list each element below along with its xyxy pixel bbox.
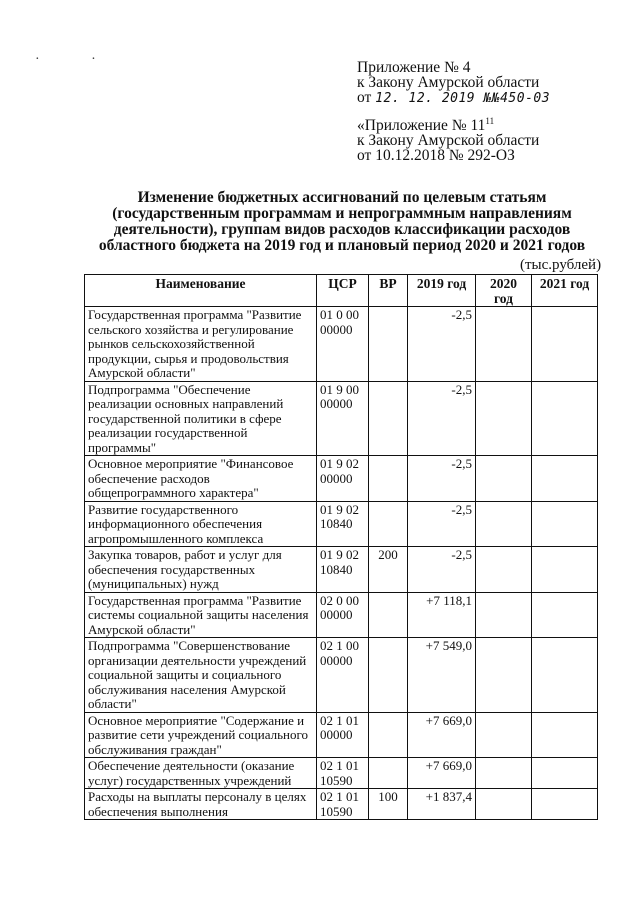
row-2019: +1 837,4 [408, 789, 476, 820]
row-2020 [476, 638, 532, 713]
col-name-header: Наименование [85, 275, 317, 307]
original-appendix-number: «Приложение № $11^{11}$ [357, 115, 495, 134]
appendix-number: Приложение № 4 [357, 59, 471, 76]
document-title: Изменение бюджетных ассигнований по целевым статьям (государственным программам и непрограммным направлениям деятельности), группам видов расходов классификации расходов областного бюджета на 2019 год и плановый период 2020 и 2021 годов [98, 189, 586, 254]
row-csr: 01 9 02 10840 [317, 547, 369, 593]
col-2019-header: 2019 год [408, 275, 476, 307]
row-vr [369, 592, 408, 638]
row-name: Основное мероприятие "Финансовое обеспечение расходов общепрограммного характера" [85, 456, 317, 502]
budget-table [84, 274, 598, 820]
row-name: Расходы на выплаты персоналу в целях обеспечения выполнения [85, 789, 317, 820]
row-csr: 02 1 01 10590 [317, 758, 369, 789]
row-2021 [532, 307, 598, 382]
row-2021 [532, 456, 598, 502]
table-row [85, 456, 598, 502]
row-2021 [532, 758, 598, 789]
row-2019: +7 669,0 [408, 712, 476, 758]
table-row [85, 758, 598, 789]
row-2021 [532, 381, 598, 456]
table-row [85, 712, 598, 758]
row-name: Основное мероприятие "Содержание и развитие сети учреждений социального обслуживания граждан" [85, 712, 317, 758]
table-row [85, 592, 598, 638]
row-2019: +7 669,0 [408, 758, 476, 789]
row-2019: +7 118,1 [408, 592, 476, 638]
row-csr: 01 0 00 00000 [317, 307, 369, 382]
row-2020 [476, 712, 532, 758]
original-appendix-date: от 10.12.2018 № 292-ОЗ [357, 147, 515, 164]
appendix-law: к Закону Амурской области [357, 74, 540, 91]
row-name: Обеспечение деятельности (оказание услуг) государственных учреждений [85, 758, 317, 789]
row-2021 [532, 789, 598, 820]
row-2021 [532, 547, 598, 593]
row-vr: 200 [369, 547, 408, 593]
row-2020 [476, 758, 532, 789]
row-vr [369, 638, 408, 713]
row-csr: 02 1 01 00000 [317, 712, 369, 758]
col-2021-header: 2021 год [532, 275, 598, 307]
row-vr: 100 [369, 789, 408, 820]
row-2021 [532, 592, 598, 638]
row-vr [369, 307, 408, 382]
row-2019: +7 549,0 [408, 638, 476, 713]
appendix-header [357, 60, 550, 106]
handwritten-date: 12. 12. 2019 №№450-03 [375, 91, 551, 106]
col-csr-header: ЦСР [317, 275, 369, 307]
row-name: Государственная программа "Развитие сельского хозяйства и регулирование рынков сельскохозяйственной продукции, сырья и продовольствия Амурской области" [85, 307, 317, 382]
table-row [85, 638, 598, 713]
original-appendix-header [357, 115, 540, 164]
row-name: Развитие государственного информационного обеспечения агропромышленного комплекса [85, 501, 317, 547]
col-2020-header: 2020 год [476, 275, 532, 307]
table-row [85, 381, 598, 456]
row-2019: -2,5 [408, 501, 476, 547]
original-appendix-law: к Закону Амурской области [357, 132, 540, 149]
row-2021 [532, 501, 598, 547]
row-csr: 01 9 02 10840 [317, 501, 369, 547]
table-row [85, 789, 598, 820]
row-2020 [476, 381, 532, 456]
row-csr: 01 9 00 00000 [317, 381, 369, 456]
scan-specks: · · [35, 52, 120, 67]
row-csr: 02 0 00 00000 [317, 592, 369, 638]
row-csr: 02 1 00 00000 [317, 638, 369, 713]
row-2020 [476, 501, 532, 547]
table-row [85, 501, 598, 547]
units-label: (тыс.рублей) [520, 257, 602, 273]
row-2020 [476, 307, 532, 382]
row-name: Закупка товаров, работ и услуг для обеспечения государственных (муниципальных) нужд [85, 547, 317, 593]
row-vr [369, 456, 408, 502]
row-2020 [476, 547, 532, 593]
row-2019: -2,5 [408, 456, 476, 502]
row-vr [369, 758, 408, 789]
row-vr [369, 712, 408, 758]
row-csr: 02 1 01 10590 [317, 789, 369, 820]
row-2021 [532, 712, 598, 758]
row-2020 [476, 456, 532, 502]
col-vr-header: ВР [369, 275, 408, 307]
row-name: Подпрограмма "Обеспечение реализации основных направлений государственной политики в сфере реализации государственной программы" [85, 381, 317, 456]
row-vr [369, 501, 408, 547]
row-2020 [476, 592, 532, 638]
table-row [85, 547, 598, 593]
row-2019: -2,5 [408, 307, 476, 382]
row-2019: -2,5 [408, 381, 476, 456]
row-name: Государственная программа "Развитие системы социальной защиты населения Амурской области" [85, 592, 317, 638]
row-name: Подпрограмма "Совершенствование организации деятельности учреждений социальной защиты и социального обслуживания населения Амурской области" [85, 638, 317, 713]
appendix-date: от 12. 12. 2019 №№450-03 [357, 89, 551, 106]
row-2021 [532, 638, 598, 713]
row-2020 [476, 789, 532, 820]
table-header-row [85, 275, 598, 307]
row-2019: -2,5 [408, 547, 476, 593]
table-row [85, 307, 598, 382]
row-csr: 01 9 02 00000 [317, 456, 369, 502]
row-vr [369, 381, 408, 456]
